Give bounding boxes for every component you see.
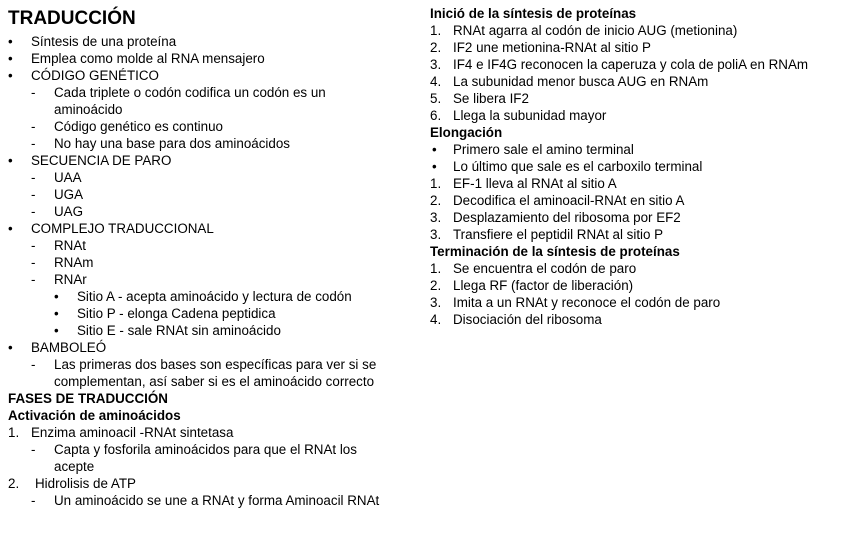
list-item: 1. Se encuentra el codón de paro — [430, 261, 637, 276]
list-item: 2. Llega RF (factor de liberación) — [430, 278, 634, 293]
bullet-icon: • — [8, 68, 13, 83]
section-complejo-traduccional: • COMPLEJO TRADUCCIONAL — [8, 221, 214, 236]
list-item: 3. Desplazamiento del ribosoma por EF2 — [430, 210, 681, 225]
list-item: • Sitio P - elonga Cadena peptidica — [54, 306, 276, 321]
list-item: - No hay una base para dos aminoácidos — [31, 136, 290, 151]
dash-icon: - — [31, 204, 36, 219]
list-item: - Código genético es continuo — [31, 119, 223, 134]
bullet-icon: • — [432, 159, 437, 174]
bullet-icon: • — [8, 34, 13, 49]
bullet-icon: • — [8, 51, 13, 66]
list-item: 3. IF4 e IF4G reconocen la caperuza y cola de poliA en RNAm — [430, 57, 809, 72]
dash-icon: - — [31, 255, 36, 270]
page-title: TRADUCCIÓN — [8, 8, 136, 29]
list-item: 2. Decodifica el aminoacil-RNAt en sitio A — [430, 193, 685, 208]
left-column — [0, 33, 425, 509]
list-item: 6. Llega la subunidad mayor — [430, 108, 607, 123]
bullet-icon: • — [54, 306, 59, 321]
list-item: aminoácido — [54, 102, 123, 117]
list-item: - UAG — [31, 204, 84, 219]
list-item: - Capta y fosforila aminoácidos para que el RNAt los — [31, 442, 357, 457]
bullet-icon: • — [54, 289, 59, 304]
list-item: • Síntesis de una proteína — [8, 34, 177, 49]
list-item: 5. Se libera IF2 — [430, 91, 529, 106]
dash-icon: - — [31, 442, 36, 457]
right-column — [430, 5, 848, 328]
dash-icon: - — [31, 493, 36, 508]
list-item: 2. IF2 une metionina-RNAt al sitio P — [430, 40, 651, 55]
list-item: 1. EF-1 lleva al RNAt al sitio A — [430, 176, 617, 191]
bullet-icon: • — [8, 221, 13, 236]
list-item: • Sitio E - sale RNAt sin aminoácido — [54, 323, 281, 338]
list-item: - RNAt — [31, 238, 86, 253]
list-item: 2. Hidrolisis de ATP — [8, 476, 136, 491]
list-item: acepte — [54, 459, 95, 474]
bullet-icon: • — [54, 323, 59, 338]
list-item: - UGA — [31, 187, 84, 202]
dash-icon: - — [31, 187, 36, 202]
subheading-elongacion: Elongación — [430, 125, 503, 140]
section-bamboleo: • BAMBOLEÓ — [8, 340, 107, 355]
subheading-inicio: Inició de la síntesis de proteínas — [430, 6, 637, 21]
list-item: - Cada triplete o codón codifica un codón es un — [31, 85, 326, 100]
section-heading-fases: FASES DE TRADUCCIÓN — [8, 391, 168, 406]
list-item: • Sitio A - acepta aminoácido y lectura de codón — [54, 289, 352, 304]
subheading-terminacion: Terminación de la síntesis de proteínas — [430, 244, 680, 259]
list-item: • Primero sale el amino terminal — [432, 142, 634, 157]
dash-icon: - — [31, 85, 36, 100]
list-item: - UAA — [31, 170, 82, 185]
bullet-icon: • — [8, 340, 13, 355]
list-item: - Las primeras dos bases son específicas para ver si se — [31, 357, 377, 372]
list-item: complementan, así saber si es el aminoácido correcto — [54, 374, 375, 389]
list-item: 1. Enzima aminoacil -RNAt sintetasa — [8, 425, 234, 440]
section-codigo-genetico: • CÓDIGO GENÉTICO — [8, 68, 159, 83]
bullet-icon: • — [8, 153, 13, 168]
dash-icon: - — [31, 272, 36, 287]
list-item: - RNAm — [31, 255, 94, 270]
list-item: • Emplea como molde al RNA mensajero — [8, 51, 265, 66]
dash-icon: - — [31, 357, 36, 372]
bullet-icon: • — [432, 142, 437, 157]
list-item: 4. La subunidad menor busca AUG en RNAm — [430, 74, 709, 89]
dash-icon: - — [31, 170, 36, 185]
list-item: - Un aminoácido se une a RNAt y forma Aminoacil RNAt — [31, 493, 380, 508]
dash-icon: - — [31, 119, 36, 134]
list-item: - RNAr — [31, 272, 87, 287]
dash-icon: - — [31, 238, 36, 253]
dash-icon: - — [31, 136, 36, 151]
list-item: 1. RNAt agarra al codón de inicio AUG (metionina) — [430, 23, 738, 38]
subheading-activacion: Activación de aminoácidos — [8, 408, 181, 423]
list-item: • Lo último que sale es el carboxilo terminal — [432, 159, 703, 174]
list-item: 3. Transfiere el peptidil RNAt al sitio P — [430, 227, 664, 242]
section-secuencia-paro: • SECUENCIA DE PARO — [8, 153, 172, 168]
list-item: 3. Imita a un RNAt y reconoce el codón de paro — [430, 295, 721, 310]
list-item: 4. Disociación del ribosoma — [430, 312, 602, 327]
